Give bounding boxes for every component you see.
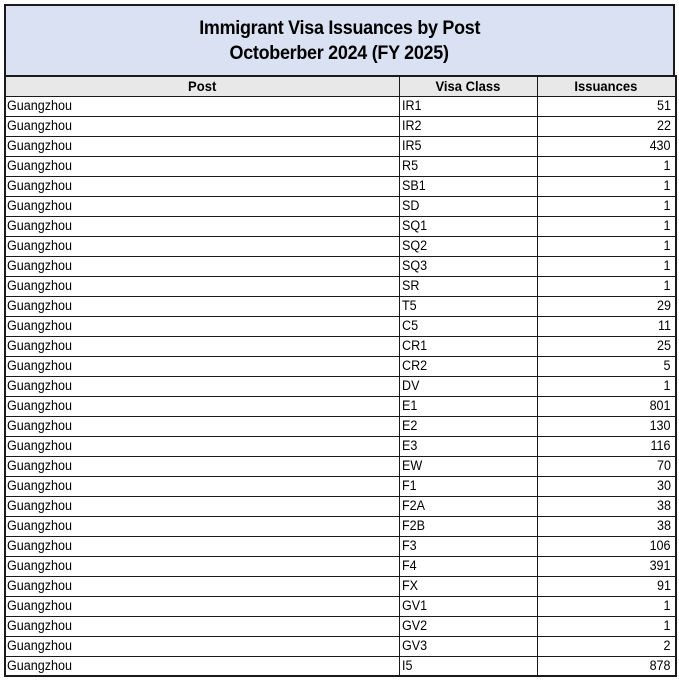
visa-class-cell: F4 [399,556,537,576]
table-row [5,456,676,476]
table-row [5,536,676,556]
post-cell: Guangzhou [5,436,399,456]
post-cell: Guangzhou [5,376,399,396]
visa-class-cell: GV3 [399,636,537,656]
table-row [5,296,676,316]
post-cell: Guangzhou [5,156,399,176]
table-row [5,176,676,196]
visa-class-cell: SR [399,276,537,296]
visa-class-cell: F2B [399,516,537,536]
report-sheet [4,4,675,677]
issuances-cell: 22 [537,116,676,136]
visa-class-cell: DV [399,376,537,396]
visa-class-cell: T5 [399,296,537,316]
table-row [5,356,676,376]
issuances-cell: 70 [537,456,676,476]
report-title: Immigrant Visa Issuances by Post [198,16,480,39]
visa-class-cell: CR2 [399,356,537,376]
table-row [5,476,676,496]
visa-class-cell: CR1 [399,336,537,356]
table-row [5,256,676,276]
visa-class-cell: SQ2 [399,236,537,256]
post-cell: Guangzhou [5,296,399,316]
table-body [5,96,676,676]
post-cell: Guangzhou [5,96,399,116]
table-row [5,136,676,156]
issuances-cell: 1 [537,216,676,236]
visa-class-cell: R5 [399,156,537,176]
report-title-block [4,4,675,75]
post-cell: Guangzhou [5,356,399,376]
visa-class-cell: GV2 [399,616,537,636]
issuances-cell: 801 [537,396,676,416]
post-cell: Guangzhou [5,116,399,136]
table-row [5,396,676,416]
post-cell: Guangzhou [5,236,399,256]
issuances-cell: 116 [537,436,676,456]
table-header-row [5,76,676,96]
issuances-cell: 1 [537,196,676,216]
table-row [5,656,676,676]
issuances-cell: 91 [537,576,676,596]
table-row [5,216,676,236]
table-row [5,576,676,596]
visa-class-cell: SD [399,196,537,216]
column-header-issuances: Issuances [537,76,676,96]
table-row [5,336,676,356]
issuances-cell: 2 [537,636,676,656]
visa-class-cell: F2A [399,496,537,516]
issuances-cell: 1 [537,176,676,196]
post-cell: Guangzhou [5,556,399,576]
issuances-table [4,75,677,677]
table-row [5,436,676,456]
visa-class-cell: E2 [399,416,537,436]
table-row [5,196,676,216]
table-row [5,616,676,636]
visa-class-cell: F3 [399,536,537,556]
visa-class-cell: IR1 [399,96,537,116]
issuances-cell: 130 [537,416,676,436]
issuances-cell: 11 [537,316,676,336]
post-cell: Guangzhou [5,176,399,196]
report-period: Octoberber 2024 (FY 2025) [229,41,450,64]
issuances-cell: 25 [537,336,676,356]
post-cell: Guangzhou [5,656,399,676]
post-cell: Guangzhou [5,516,399,536]
issuances-cell: 1 [537,276,676,296]
issuances-cell: 38 [537,516,676,536]
issuances-cell: 1 [537,236,676,256]
issuances-cell: 430 [537,136,676,156]
issuances-cell: 1 [537,256,676,276]
issuances-cell: 1 [537,596,676,616]
visa-class-cell: SB1 [399,176,537,196]
visa-class-cell: FX [399,576,537,596]
issuances-cell: 5 [537,356,676,376]
post-cell: Guangzhou [5,316,399,336]
table-row [5,556,676,576]
post-cell: Guangzhou [5,576,399,596]
visa-class-cell: IR2 [399,116,537,136]
post-cell: Guangzhou [5,196,399,216]
table-row [5,156,676,176]
issuances-cell: 38 [537,496,676,516]
visa-class-cell: F1 [399,476,537,496]
table-row [5,316,676,336]
issuances-cell: 391 [537,556,676,576]
table-row [5,416,676,436]
post-cell: Guangzhou [5,136,399,156]
visa-class-cell: SQ3 [399,256,537,276]
table-row [5,116,676,136]
visa-class-cell: I5 [399,656,537,676]
post-cell: Guangzhou [5,536,399,556]
issuances-cell: 878 [537,656,676,676]
table-row [5,376,676,396]
table-row [5,596,676,616]
post-cell: Guangzhou [5,456,399,476]
issuances-cell: 1 [537,156,676,176]
post-cell: Guangzhou [5,256,399,276]
table-row [5,636,676,656]
issuances-cell: 1 [537,616,676,636]
visa-class-cell: E1 [399,396,537,416]
table-row [5,496,676,516]
post-cell: Guangzhou [5,216,399,236]
visa-class-cell: IR5 [399,136,537,156]
table-row [5,236,676,256]
issuances-cell: 29 [537,296,676,316]
post-cell: Guangzhou [5,276,399,296]
visa-class-cell: C5 [399,316,537,336]
table-row [5,96,676,116]
post-cell: Guangzhou [5,616,399,636]
issuances-cell: 30 [537,476,676,496]
table-row [5,276,676,296]
column-header-visa-class: Visa Class [399,76,537,96]
post-cell: Guangzhou [5,416,399,436]
post-cell: Guangzhou [5,496,399,516]
post-cell: Guangzhou [5,636,399,656]
post-cell: Guangzhou [5,396,399,416]
issuances-cell: 1 [537,376,676,396]
issuances-cell: 106 [537,536,676,556]
visa-class-cell: GV1 [399,596,537,616]
post-cell: Guangzhou [5,336,399,356]
visa-class-cell: EW [399,456,537,476]
post-cell: Guangzhou [5,476,399,496]
issuances-cell: 51 [537,96,676,116]
table-row [5,516,676,536]
column-header-post: Post [5,76,399,96]
visa-class-cell: SQ1 [399,216,537,236]
post-cell: Guangzhou [5,596,399,616]
visa-class-cell: E3 [399,436,537,456]
